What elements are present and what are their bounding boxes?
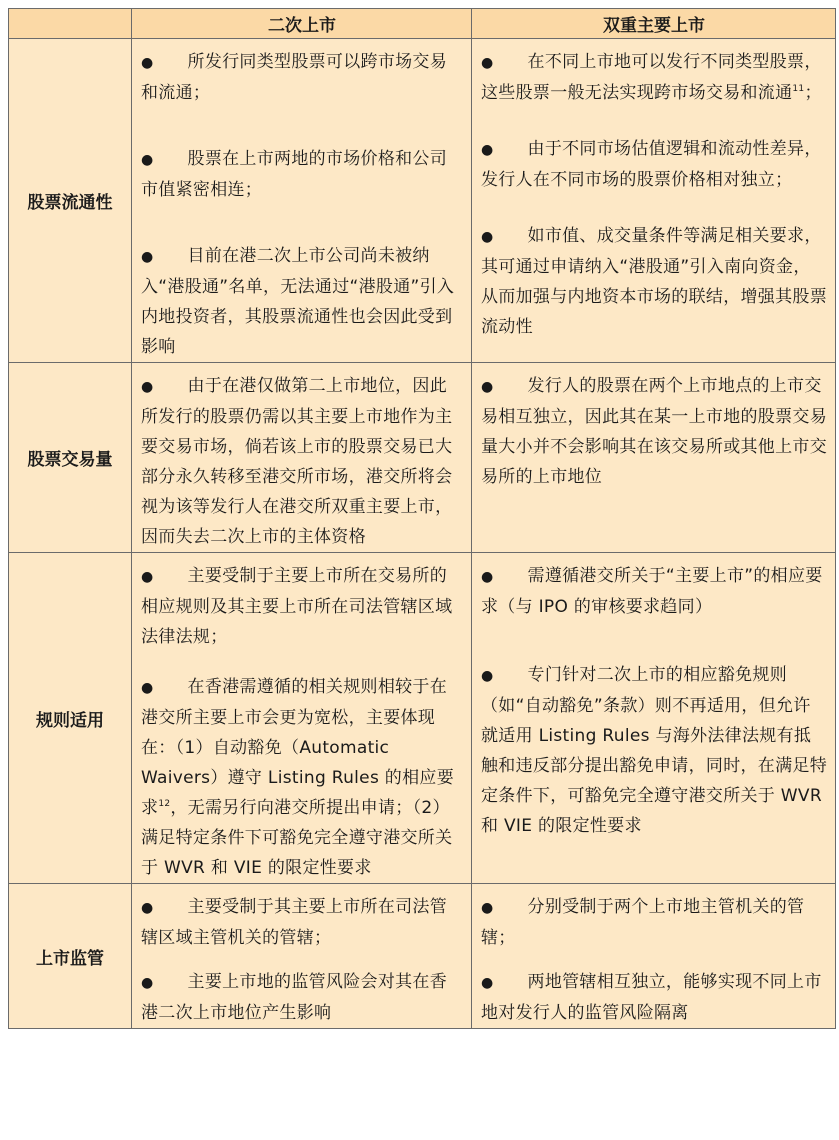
list-item (481, 892, 827, 953)
item-text: 目前在港二次上市公司尚未被纳入“港股通”名单，无法通过“港股通”引入内地投资者，其股票流通性也会因此受到影响 (141, 246, 455, 357)
list-item (481, 47, 827, 108)
row-label: 规则适用 (9, 553, 132, 884)
header-dual-primary-listing: 双重主要上市 (472, 9, 836, 39)
table-row (9, 39, 836, 363)
footnote-ref: 12 (158, 799, 171, 809)
bullet-dot-icon: ● (141, 379, 154, 395)
item-text: 主要上市地的监管风险会对其在香港二次上市地位产生影响 (141, 972, 448, 1023)
list-item (481, 561, 827, 622)
secondary-cell (132, 39, 472, 363)
item-text: 在香港需遵循的相关规则相较于在港交所主要上市会更为宽松，主要体现在：（1）自动豁免（Automatic Waivers）遵守 Listing Rules 的相应要求 (141, 677, 455, 818)
list-item (141, 144, 463, 205)
list-item (481, 371, 827, 492)
item-text: 专门针对二次上市的相应豁免规则（如“自动豁免”条款）则不再适用，但允许就适用 Listing Rules 与海外法律法规有抵触和违反部分提出豁免申请，同时，在满足特定条件下，可豁免完全遵守港交所关于 WVR 和 VIE 的限定性要求 (481, 665, 827, 836)
table-row (9, 553, 836, 884)
list-item (141, 892, 463, 953)
item-text: 如市值、成交量条件等满足相关要求，其可通过申请纳入“港股通”引入南向资金，从而加强与内地资本市场的联结，增强其股票流动性 (481, 226, 827, 337)
bullet-dot-icon: ● (481, 900, 494, 916)
list-item (481, 660, 827, 841)
item-text: 发行人的股票在两个上市地点的上市交易相互独立，因此其在某一上市地的股票交易量大小并不会影响其在该交易所或其他上市交易所的上市地位 (481, 376, 827, 487)
secondary-cell (132, 553, 472, 884)
table-row (9, 884, 836, 1029)
item-text: 分别受制于两个上市地主管机关的管辖； (481, 897, 805, 948)
list-item (141, 371, 463, 552)
item-text: 由于不同市场估值逻辑和流动性差异，发行人在不同市场的股票价格相对独立； (481, 139, 822, 190)
bullet-dot-icon: ● (481, 379, 494, 395)
bullet-dot-icon: ● (481, 142, 494, 158)
bullet-dot-icon: ● (141, 975, 154, 991)
dual-cell (472, 884, 836, 1029)
bullet-dot-icon: ● (141, 249, 154, 265)
item-text: 所发行同类型股票可以跨市场交易和流通； (141, 52, 448, 103)
list-item (141, 967, 463, 1028)
item-text: 需遵循港交所关于“主要上市”的相应要求（与 IPO 的审核要求趋同） (481, 566, 823, 617)
secondary-cell (132, 363, 472, 553)
bullet-dot-icon: ● (141, 152, 154, 168)
header-secondary-listing: 二次上市 (132, 9, 472, 39)
item-text: 由于在港仅做第二上市地位，因此所发行的股票仍需以其主要上市地作为主要交易市场，倘若该上市的股票交易已大部分永久转移至港交所市场，港交所将会视为该等发行人在港交所双重主要上市，因而失去二次上市的主体资格 (141, 376, 453, 547)
list-item (481, 221, 827, 342)
row-label: 股票流通性 (9, 39, 132, 363)
bullet-dot-icon: ● (481, 668, 494, 684)
comparison-table (8, 8, 836, 1029)
list-item (481, 134, 827, 195)
item-text: 在不同上市地可以发行不同类型股票，这些股票一般无法实现跨市场交易和流通 (481, 52, 822, 103)
comparison-table-wrapper (8, 8, 835, 1029)
row-label: 上市监管 (9, 884, 132, 1029)
bullet-dot-icon: ● (481, 569, 494, 585)
item-text: 主要受制于其主要上市所在司法管辖区域主管机关的管辖； (141, 897, 448, 948)
bullet-dot-icon: ● (481, 55, 494, 71)
header-row (9, 9, 836, 39)
dual-cell (472, 39, 836, 363)
dual-cell (472, 553, 836, 884)
list-item (481, 967, 827, 1028)
list-item (141, 241, 463, 362)
list-item (141, 561, 463, 652)
list-item (141, 672, 463, 883)
bullet-dot-icon: ● (141, 55, 154, 71)
item-text: 股票在上市两地的市场价格和公司市值紧密相连； (141, 149, 448, 200)
bullet-dot-icon: ● (481, 229, 494, 245)
bullet-dot-icon: ● (141, 900, 154, 916)
secondary-cell (132, 884, 472, 1029)
bullet-dot-icon: ● (141, 569, 154, 585)
bullet-dot-icon: ● (141, 680, 154, 696)
item-text: 两地管辖相互独立，能够实现不同上市地对发行人的监管风险隔离 (481, 972, 822, 1023)
row-label: 股票交易量 (9, 363, 132, 553)
item-text: 主要受制于主要上市所在交易所的相应规则及其主要上市所在司法管辖区域法律法规； (141, 566, 453, 647)
dual-cell (472, 363, 836, 553)
list-item (141, 47, 463, 108)
header-corner (9, 9, 132, 39)
footnote-ref: 11 (792, 84, 805, 94)
table-row (9, 363, 836, 553)
item-text-tail: ，无需另行向港交所提出申请；（2）满足特定条件下可豁免完全遵守港交所关于 WVR 和 VIE 的限定性要求 (141, 798, 453, 878)
bullet-dot-icon: ● (481, 975, 494, 991)
item-text-tail: ； (804, 83, 822, 103)
